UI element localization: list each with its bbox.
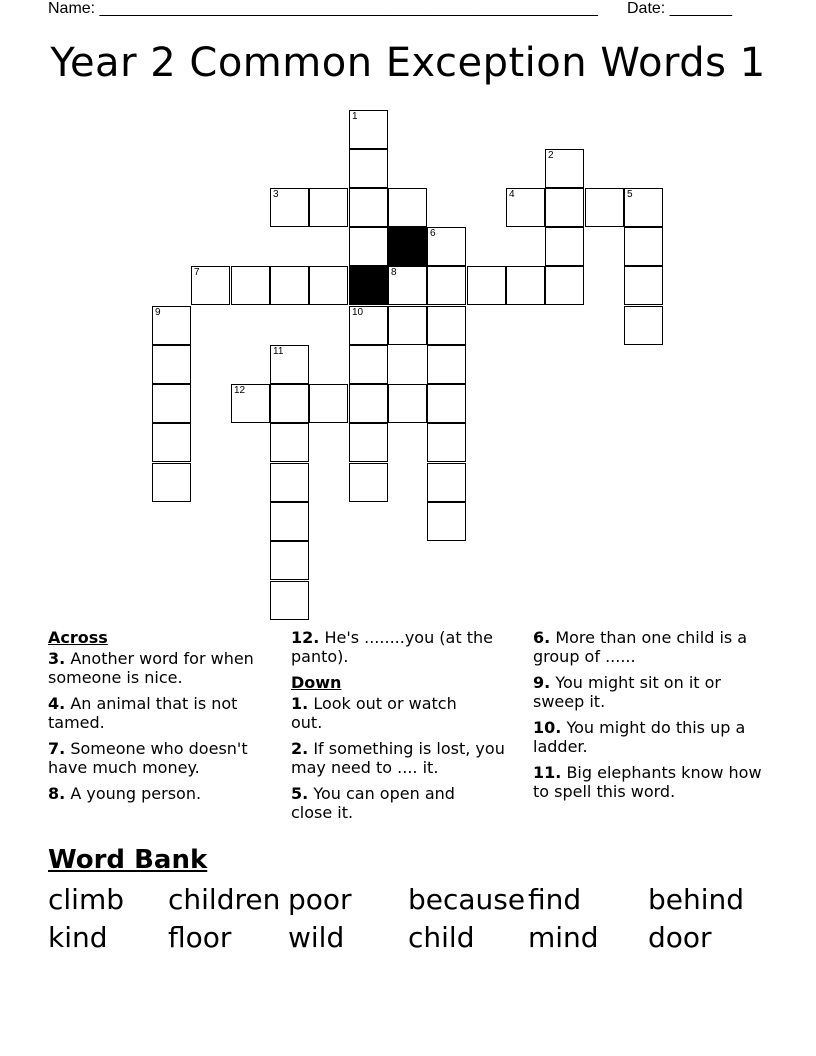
clue-number: 8 (391, 267, 397, 278)
clue-down-9: 9. You might sit on it or sweep it. (533, 673, 721, 711)
crossword-cell[interactable] (349, 306, 388, 345)
crossword-cell[interactable] (388, 188, 427, 227)
crossword-cell[interactable] (309, 188, 348, 227)
word-bank-item: because (408, 883, 526, 916)
crossword-cell[interactable] (270, 266, 309, 305)
crossword-cell[interactable] (270, 463, 309, 502)
clue-across-12: 12. He's ........you (at the panto). (291, 628, 493, 666)
name-label: Name: (48, 0, 96, 17)
crossword-cell[interactable] (545, 149, 584, 188)
crossword-cell[interactable] (388, 384, 427, 423)
clue-number: 1 (352, 111, 358, 122)
crossword-cell[interactable] (270, 581, 309, 620)
crossword-cell[interactable] (388, 306, 427, 345)
black-square (349, 266, 388, 305)
crossword-cell[interactable] (152, 306, 191, 345)
crossword-cell[interactable] (270, 384, 309, 423)
clue-across-3: 3. Another word for when someone is nice. (48, 649, 254, 687)
crossword-cell[interactable] (349, 227, 388, 266)
crossword-cell[interactable] (427, 227, 466, 266)
date-line: _______ (669, 0, 732, 17)
crossword-cell[interactable] (427, 345, 466, 384)
word-bank-item: door (648, 921, 712, 954)
crossword-cell[interactable] (427, 423, 466, 462)
clue-number: 3 (273, 189, 279, 200)
crossword-cell[interactable] (427, 502, 466, 541)
clue-down-1: 1. Look out or watch out. (291, 694, 457, 732)
crossword-cell[interactable] (506, 266, 545, 305)
across-heading: Across (48, 628, 108, 647)
clue-across-4: 4. An animal that is not tamed. (48, 694, 238, 732)
word-bank-item: find (528, 883, 582, 916)
word-bank-item: climb (48, 883, 125, 916)
clues-column-2 (291, 628, 521, 829)
name-line: ________________________________________________________ (99, 0, 598, 17)
crossword-cell[interactable] (349, 345, 388, 384)
crossword-cell[interactable] (585, 188, 624, 227)
clue-down-11: 11. Big elephants know how to spell this word. (533, 763, 762, 801)
crossword-cell[interactable] (349, 188, 388, 227)
crossword-cell[interactable] (152, 463, 191, 502)
crossword-cell[interactable] (545, 188, 584, 227)
crossword-cell[interactable] (624, 306, 663, 345)
crossword-cell[interactable] (152, 345, 191, 384)
clue-number: 6 (430, 228, 436, 239)
word-bank-item: behind (648, 883, 745, 916)
word-bank-item: wild (288, 921, 345, 954)
clue-across-7: 7. Someone who doesn't have much money. (48, 739, 248, 777)
crossword-cell[interactable] (191, 266, 230, 305)
word-bank-item: mind (528, 921, 599, 954)
clue-number: 10 (352, 307, 364, 318)
clues-column-1 (48, 628, 283, 810)
crossword-cell[interactable] (309, 266, 348, 305)
word-bank-item: floor (168, 921, 232, 954)
crossword-cell[interactable] (624, 266, 663, 305)
crossword-cell[interactable] (349, 463, 388, 502)
crossword-cell[interactable] (231, 384, 270, 423)
crossword-cell[interactable] (270, 188, 309, 227)
crossword-cell[interactable] (427, 306, 466, 345)
crossword-cell[interactable] (349, 423, 388, 462)
crossword-cell[interactable] (467, 266, 506, 305)
down-heading: Down (291, 673, 342, 692)
word-bank-title: Word Bank (48, 845, 208, 875)
word-bank-item: children (168, 883, 281, 916)
clue-down-10: 10. You might do this up a ladder. (533, 718, 746, 756)
clue-down-2: 2. If something is lost, you may need to .... it. (291, 739, 505, 777)
crossword-cell[interactable] (270, 502, 309, 541)
crossword-cell[interactable] (506, 188, 545, 227)
crossword-cell[interactable] (545, 227, 584, 266)
clue-number: 2 (548, 150, 554, 161)
clue-number: 9 (155, 307, 161, 318)
date-label: Date: (627, 0, 666, 17)
clue-number: 12 (234, 385, 246, 396)
crossword-cell[interactable] (270, 345, 309, 384)
crossword-cell[interactable] (388, 266, 427, 305)
clue-number: 5 (627, 189, 633, 200)
crossword-cell[interactable] (152, 384, 191, 423)
crossword-cell[interactable] (349, 110, 388, 149)
clue-down-5: 5. You can open and close it. (291, 784, 455, 822)
crossword-cell[interactable] (349, 149, 388, 188)
crossword-cell[interactable] (349, 384, 388, 423)
crossword-cell[interactable] (231, 266, 270, 305)
clue-number: 7 (194, 267, 200, 278)
crossword-cell[interactable] (270, 541, 309, 580)
crossword-cell[interactable] (427, 384, 466, 423)
clue-number: 4 (509, 189, 515, 200)
crossword-cell[interactable] (309, 384, 348, 423)
page-title: Year 2 Common Exception Words 1 (50, 40, 766, 86)
crossword-cell[interactable] (427, 266, 466, 305)
crossword-cell[interactable] (545, 266, 584, 305)
clue-down-6: 6. More than one child is a group of ...... (533, 628, 748, 666)
word-bank (48, 883, 768, 955)
word-bank-item: child (408, 921, 475, 954)
clue-number: 11 (273, 346, 284, 357)
clues-column-3 (533, 628, 763, 808)
crossword-cell[interactable] (624, 227, 663, 266)
crossword-cell[interactable] (624, 188, 663, 227)
crossword-cell[interactable] (427, 463, 466, 502)
word-bank-item: kind (48, 921, 108, 954)
clue-across-8: 8. A young person. (48, 784, 202, 803)
black-square (388, 227, 427, 266)
crossword-cell[interactable] (270, 423, 309, 462)
crossword-cell[interactable] (152, 423, 191, 462)
word-bank-item: poor (288, 883, 352, 916)
